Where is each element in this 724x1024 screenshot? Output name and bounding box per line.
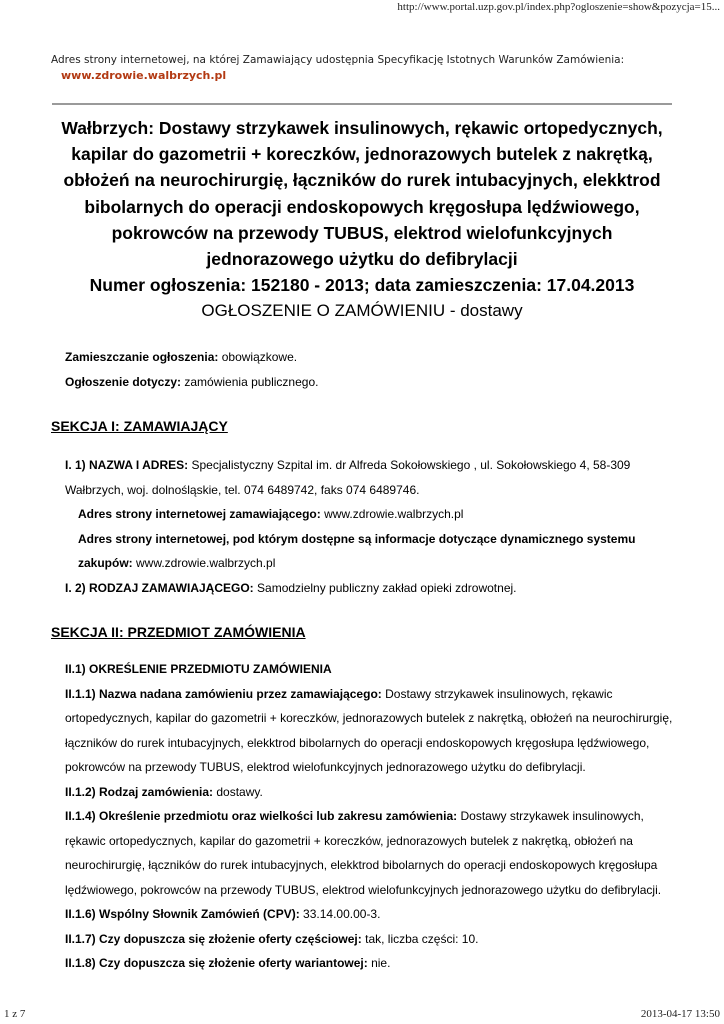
authority-type-value: Samodzielny publiczny zakład opieki zdrowotnej. — [257, 580, 517, 595]
variant-offer-value: nie. — [371, 956, 391, 970]
website-label: Adres strony internetowej zamawiającego: — [78, 507, 321, 521]
title-line: jednorazowego użytku do defibrylacji — [206, 249, 518, 270]
contract-name-label: II.1.1) Nazwa nadana zamówieniu przez zamawiającego: — [65, 686, 382, 701]
partial-offer-row — [65, 927, 675, 952]
website-value: www.zdrowie.walbrzych.pl — [324, 507, 464, 521]
dynamic-system-label-line: Adres strony internetowej, pod którym dostępne są informacje dotyczące dynamicznego systemu — [78, 531, 636, 546]
posting-label: Zamieszczanie ogłoszenia: — [65, 350, 219, 364]
title-line: bibolarnych do operacji endoskopowych kręgosłupa lędźwiowego, — [84, 196, 640, 217]
posting-value: obowiązkowe. — [221, 350, 298, 364]
contracting-authority — [65, 453, 675, 478]
scope-line: neurochirurgię, łączników do rurek intubacyjnych, elekktrod bibolarnych do operacji endoskopowych kręgosłupa — [65, 858, 658, 872]
contract-kind-label: II.1.2) Rodzaj zamówienia: — [65, 784, 214, 799]
section-2-body — [65, 657, 675, 976]
siwz-note-text: Adres strony internetowej, na której Zamawiający udostępnia Specyfikację Istotnych Warunków Zamówienia: — [51, 54, 625, 66]
contract-kind-row — [65, 780, 675, 805]
notice-title — [52, 115, 672, 325]
partial-offer-value: tak, liczba części: 10. — [365, 931, 479, 946]
posting-row — [65, 345, 665, 370]
cpv-row — [65, 902, 675, 927]
notice-meta — [65, 345, 665, 394]
name-label: I. 1) NAZWA I ADRES: — [65, 458, 189, 472]
siwz-link[interactable]: www.zdrowie.walbrzych.pl — [61, 69, 227, 82]
name-value: Specjalistyczny Szpital im. dr Alfreda Sokołowskiego , ul. Sokołowskiego 4, 58-309 — [191, 458, 631, 472]
concerns-value: zamówienia publicznego. — [184, 374, 319, 389]
contract-name-line: pokrowców na przewody TUBUS, elektrod wielofunkcyjnych jednorazowego użytku do defibrylacji. — [65, 760, 586, 774]
header-divider — [52, 103, 672, 105]
website-row — [65, 502, 675, 527]
scope-line: rękawic ortopedycznych, kapilar do gazometrii + koreczków, jednorazowych butelek z nakrętką, obłożeń na — [65, 833, 633, 848]
authority-type-label: I. 2) RODZAJ ZAMAWIAJĄCEGO: — [65, 580, 254, 595]
title-line: pokrowców na przewody TUBUS, elektrod wielofunkcyjnych — [111, 222, 613, 243]
cpv-label: II.1.6) Wspólny Słownik Zamówień (CPV): — [65, 907, 300, 921]
scope-label: II.1.4) Określenie przedmiotu oraz wielkości lub zakresu zamówienia: — [65, 809, 458, 823]
variant-offer-row — [65, 951, 675, 976]
notice-subtitle: OGŁOSZENIE O ZAMÓWIENIU - dostawy — [201, 301, 523, 321]
contract-name-line: łączników do rurek intubacyjnych, elekktrod bibolarnych do operacji endoskopowych kręgosłupa lędźwiowego, — [65, 735, 650, 750]
partial-offer-label: II.1.7) Czy dopuszcza się złożenie oferty częściowej: — [65, 931, 362, 946]
dynamic-system-row: zakupów: www.zdrowie.walbrzych.pl — [78, 556, 276, 570]
address-continued: Wałbrzych, woj. dolnośląskie, tel. 074 6489742, faks 074 6489746. — [65, 482, 420, 497]
title-line: Wałbrzych: Dostawy strzykawek insulinowych, rękawic ortopedycznych, — [61, 118, 663, 138]
section-1-heading: SEKCJA I: ZAMAWIAJĄCY — [51, 418, 228, 434]
cpv-value: 33.14.00.00-3. — [303, 907, 381, 921]
section-1-body — [65, 453, 675, 600]
contract-kind-value: dostawy. — [216, 784, 263, 799]
concerns-row — [65, 370, 665, 395]
title-line: kapilar do gazometrii + koreczków, jednorazowych butelek z nakrętką, — [71, 144, 653, 165]
contract-name-row: II.1.1) Nazwa nadana zamówieniu przez zamawiającego: Dostawy strzykawek insulinowych, rękawic — [65, 686, 613, 701]
title-line: obłożeń na neurochirurgię, łączników do rurek intubacyjnych, elekktrod — [63, 170, 661, 191]
subject-subheading: II.1) OKREŚLENIE PRZEDMIOTU ZAMÓWIENIA — [65, 662, 332, 676]
print-datetime: 2013-04-17 13:50 — [640, 1008, 720, 1020]
siwz-note — [51, 52, 691, 84]
authority-type-row — [65, 576, 675, 601]
page-url: http://www.portal.uzp.gov.pl/index.php?ogloszenie=show&pozycja=15... — [397, 1, 720, 13]
scope-row: II.1.4) Określenie przedmiotu oraz wielkości lub zakresu zamówienia: Dostawy strzykawek insulinowych, — [65, 809, 644, 823]
page-counter: 1 z 7 — [4, 1008, 26, 1020]
scope-line: lędźwiowego, pokrowców na przewody TUBUS, elektrod wielofunkcyjnych jednorazowego użytku do defibrylacji. — [65, 882, 662, 897]
contract-name-line: ortopedycznych, kapilar do gazometrii + koreczków, jednorazowych butelek z nakrętką, obłożeń na neurochirurgię, — [65, 711, 673, 725]
concerns-label: Ogłoszenie dotyczy: — [65, 374, 182, 389]
section-2-heading: SEKCJA II: PRZEDMIOT ZAMÓWIENIA — [51, 624, 306, 640]
dynamic-system-value: www.zdrowie.walbrzych.pl — [136, 556, 276, 570]
variant-offer-label: II.1.8) Czy dopuszcza się złożenie oferty wariantowej: — [65, 956, 368, 970]
notice-number: Numer ogłoszenia: 152180 - 2013; data zamieszczenia: 17.04.2013 — [89, 275, 635, 296]
